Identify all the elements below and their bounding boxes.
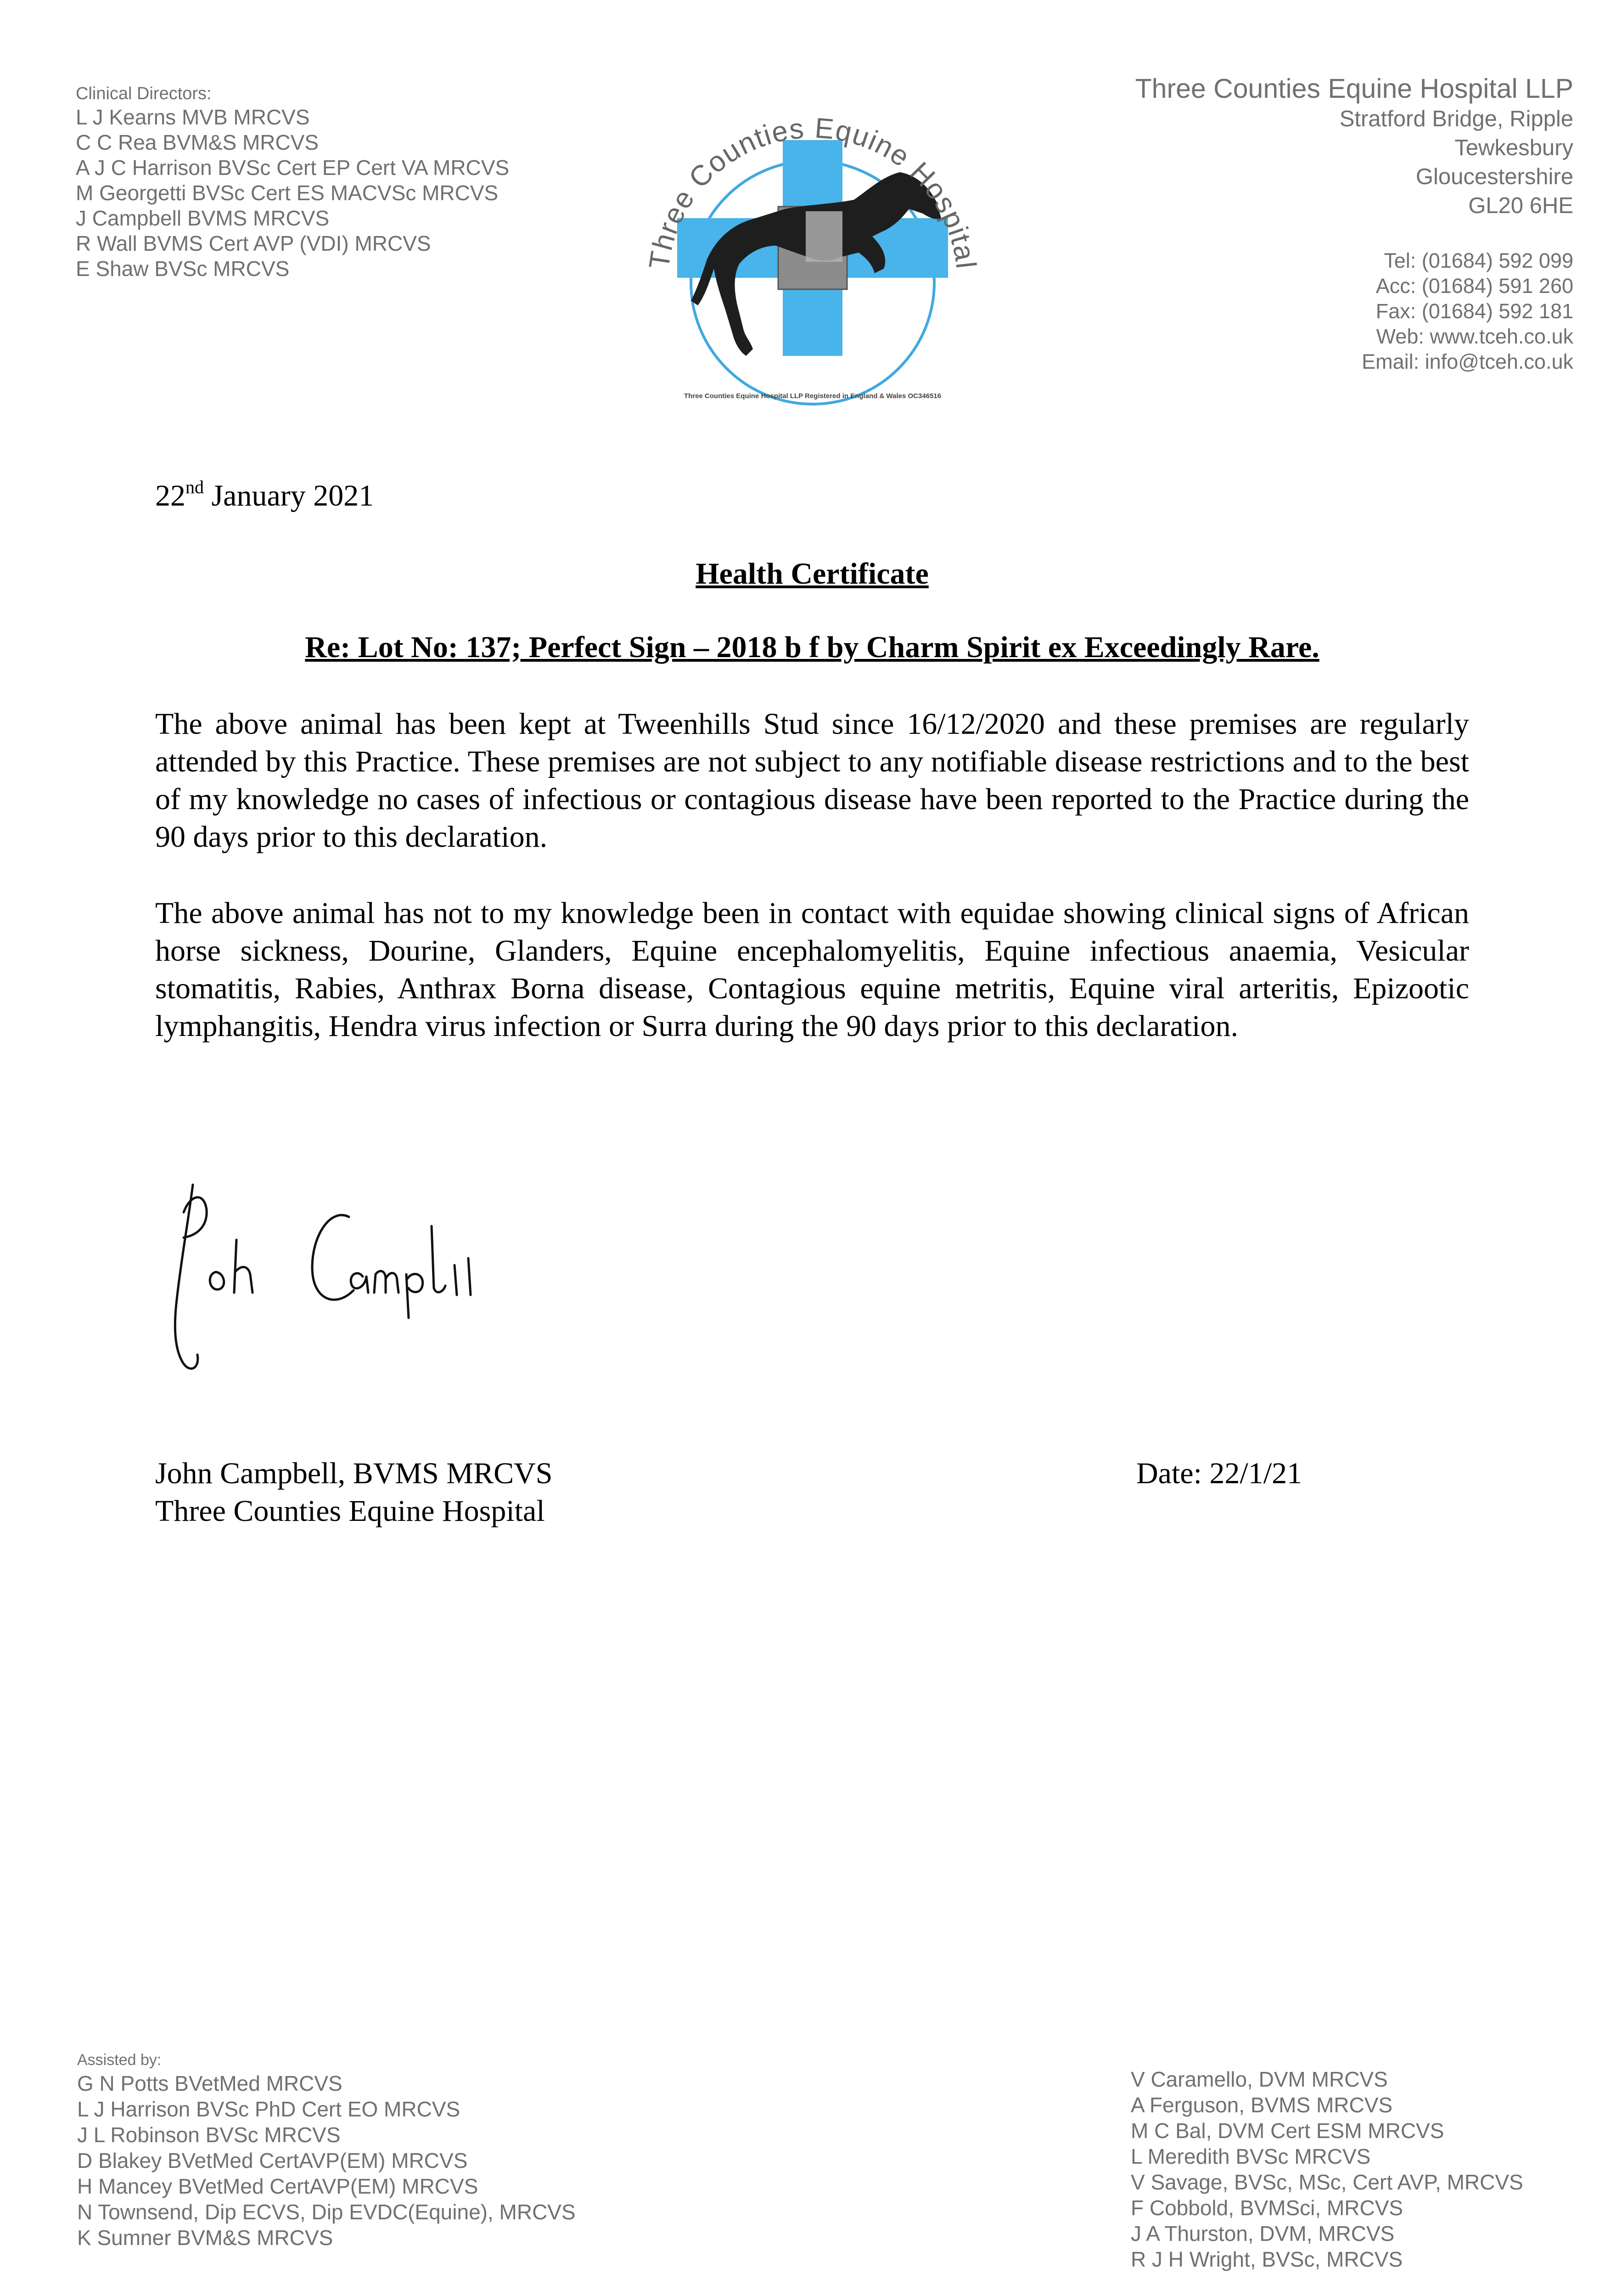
logo-arc-text: Three Counties Equine Hospital [643, 112, 982, 271]
director-entry: J Campbell BVMS MRCVS [76, 206, 330, 230]
signer-name: John Campbell, BVMS MRCVS [155, 1457, 553, 1490]
associate-vets-list [1131, 2066, 1590, 2272]
assisted-heading: Assisted by: [77, 2051, 162, 2069]
director-entry: E Shaw BVSc MRCVS [76, 257, 290, 281]
assistant-entry: H Mancey BVetMed CertAVP(EM) MRCVS [77, 2174, 478, 2198]
assistant-entry: D Blakey BVetMed CertAVP(EM) MRCVS [77, 2149, 468, 2172]
body-paragraph-premises: The above animal has been kept at Tweenhills Stud since 16/12/2020 and these premises are regularly attended by this Practice. These premises are not subject to any notifiable disease restrictions and to the best of my knowledge no cases of infectious or contagious disease have been reported to the Practice during the 90 days prior to this declaration. [155, 707, 1469, 854]
director-entry: A J C Harrison BVSc Cert EP Cert VA MRCVS [76, 156, 510, 180]
associate-entry: A Ferguson, BVMS MRCVS [1131, 2093, 1393, 2117]
xray-skeleton-overlay [806, 211, 842, 262]
contact-fax: Fax: (01684) 592 181 [1375, 299, 1573, 323]
certificate-title: Health Certificate [696, 557, 929, 591]
associate-entry: R J H Wright, BVSc, MRCVS [1131, 2247, 1403, 2271]
assistant-entry: N Townsend, Dip ECVS, Dip EVDC(Equine), MRCVS [77, 2200, 576, 2224]
director-entry: M Georgetti BVSc Cert ES MACVSc MRCVS [76, 181, 499, 205]
associate-entry: J A Thurston, DVM, MRCVS [1131, 2222, 1395, 2245]
handwritten-signature [156, 1166, 569, 1396]
assistant-entry: G N Potts BVetMed MRCVS [77, 2071, 342, 2095]
body-paragraph-disease-contact: The above animal has not to my knowledge been in contact with equidae showing clinical signs of African horse sickness, Dourine, Glanders, Equine encephalomyelitis, Equine infectious anaemia, Vesicular stomatitis, Rabies, Anthrax Borna disease, Contagious equine metritis, Equine viral arteritis, Epizootic lymphangitis, Hendra virus infection or Surra during the 90 days prior to this declaration. [155, 896, 1469, 1043]
directors-heading: Clinical Directors: [76, 84, 212, 103]
address-line: GL20 6HE [1468, 193, 1573, 218]
associate-entry: V Caramello, DVM MRCVS [1131, 2067, 1388, 2091]
assistant-entry: L J Harrison BVSc PhD Cert EO MRCVS [77, 2097, 460, 2121]
address-line: Gloucestershire [1415, 164, 1573, 189]
contact-tel: Tel: (01684) 592 099 [1384, 249, 1573, 272]
hospital-logo-icon [624, 80, 1001, 406]
associate-entry: M C Bal, DVM Cert ESM MRCVS [1131, 2119, 1444, 2143]
company-name: Three Counties Equine Hospital LLP [1135, 73, 1573, 104]
director-entry: R Wall BVMS Cert AVP (VDI) MRCVS [76, 231, 431, 255]
certificate-reference: Re: Lot No: 137; Perfect Sign – 2018 b f by Charm Spirit ex Exceedingly Rare. [305, 630, 1319, 664]
assisted-by-list [77, 2049, 766, 2251]
logo-registration-text: Three Counties Equine Hospital LLP Registered in England & Wales OC346516 [684, 392, 942, 400]
director-entry: L J Kearns MVB MRCVS [76, 105, 310, 129]
assistant-entry: K Sumner BVM&S MRCVS [77, 2226, 333, 2250]
contact-email: Email: info@tceh.co.uk [1362, 350, 1573, 373]
clinical-directors-list [76, 83, 581, 281]
letter-date: 22nd January 2021 [155, 477, 374, 512]
signature-date: Date: 22/1/21 [1136, 1457, 1302, 1490]
director-entry: C C Rea BVM&S MRCVS [76, 130, 319, 154]
address-line: Tewkesbury [1454, 135, 1573, 160]
associate-entry: L Meredith BVSc MRCVS [1131, 2144, 1371, 2168]
assistant-entry: J L Robinson BVSc MRCVS [77, 2123, 341, 2147]
signer-organisation: Three Counties Equine Hospital [155, 1494, 545, 1528]
hospital-address-block [1022, 73, 1573, 374]
address-line: Stratford Bridge, Ripple [1339, 107, 1573, 131]
contact-acc: Acc: (01684) 591 260 [1375, 274, 1573, 298]
signer-block [155, 1455, 552, 1530]
associate-entry: V Savage, BVSc, MSc, Cert AVP, MRCVS [1131, 2170, 1523, 2194]
associate-entry: F Cobbold, BVMSci, MRCVS [1131, 2196, 1403, 2220]
contact-web: Web: www.tceh.co.uk [1376, 325, 1573, 348]
